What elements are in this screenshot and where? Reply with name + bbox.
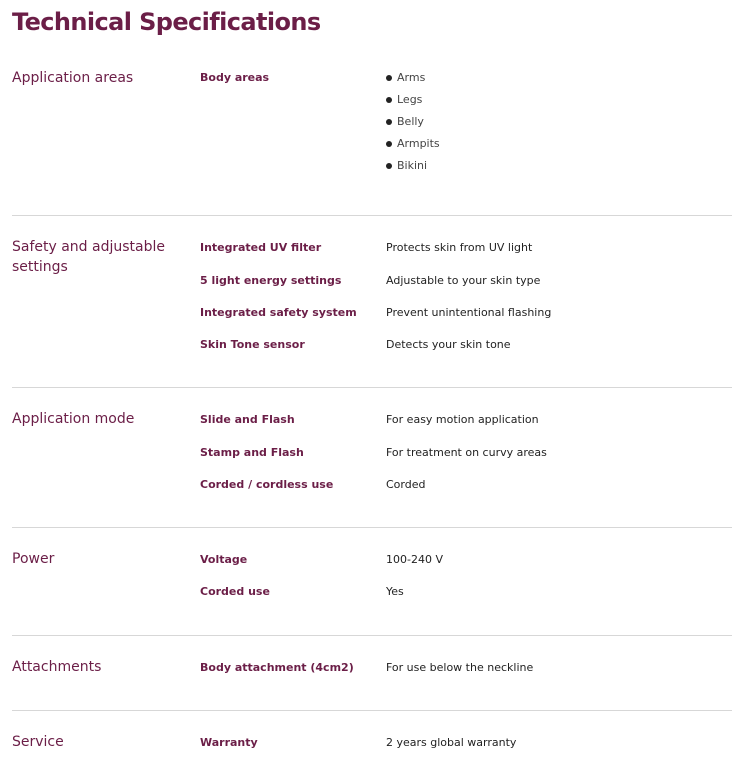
spec-value: Yes: [386, 585, 404, 598]
section-divider: [12, 635, 732, 636]
bullet-icon: [386, 75, 392, 81]
spec-value: Adjustable to your skin type: [386, 274, 541, 287]
spec-value: Prevent unintentional flashing: [386, 306, 552, 319]
spec-row-skin-tone-sensor: [200, 335, 732, 355]
spec-label: Body attachment (4cm2): [200, 661, 354, 674]
section-divider: [12, 387, 732, 388]
list-item-text: Arms: [397, 71, 426, 84]
list-item: [386, 90, 440, 112]
section-title: Attachments: [12, 659, 102, 675]
spec-label: Skin Tone sensor: [200, 338, 305, 351]
spec-row-voltage: [200, 550, 732, 570]
spec-row-warranty: [200, 733, 732, 753]
spec-row-body-attachment: [200, 658, 732, 678]
spec-row-stamp-and-flash: [200, 443, 732, 463]
list-item-text: Bikini: [397, 159, 428, 172]
spec-label: Body areas: [200, 71, 270, 84]
spec-label: 5 light energy settings: [200, 274, 342, 287]
section-title: Application areas: [12, 70, 134, 86]
bullet-icon: [386, 119, 392, 125]
bullet-icon: [386, 163, 392, 169]
list-item: [386, 134, 440, 156]
bullet-icon: [386, 97, 392, 103]
spec-row-body-areas: [200, 68, 732, 178]
list-item: [386, 112, 440, 134]
spec-section-application-mode: [12, 409, 732, 509]
section-divider: [12, 527, 732, 528]
spec-row-safety-system: [200, 303, 732, 323]
list-item-text: Armpits: [397, 137, 440, 150]
spec-label: Integrated safety system: [200, 306, 357, 319]
spec-value: Protects skin from UV light: [386, 241, 533, 254]
section-title: Application mode: [12, 411, 135, 427]
spec-label: Corded use: [200, 585, 270, 598]
spec-label: Stamp and Flash: [200, 446, 304, 459]
spec-value: 2 years global warranty: [386, 736, 517, 749]
section-divider: [12, 215, 732, 216]
section-divider: [12, 710, 732, 711]
body-areas-list: [386, 68, 440, 178]
spec-row-corded-cordless: [200, 475, 732, 495]
spec-row-corded-use: [200, 582, 732, 602]
spec-label: Integrated UV filter: [200, 241, 322, 254]
spec-label: Slide and Flash: [200, 413, 295, 426]
page-title: Technical Specifications: [12, 8, 321, 36]
spec-value: Corded: [386, 478, 426, 491]
spec-label: Voltage: [200, 553, 248, 566]
spec-section-power: [12, 549, 732, 619]
spec-row-uv-filter: [200, 238, 732, 258]
spec-section-attachments: [12, 657, 732, 697]
spec-row-slide-and-flash: [200, 410, 732, 430]
list-item: [386, 68, 440, 90]
section-title: Power: [12, 551, 55, 567]
spec-section-application-areas: [12, 68, 732, 188]
spec-value: For use below the neckline: [386, 661, 534, 674]
spec-value: For easy motion application: [386, 413, 539, 426]
spec-section-safety-settings: [12, 237, 732, 367]
spec-value: For treatment on curvy areas: [386, 446, 547, 459]
spec-label: Warranty: [200, 736, 258, 749]
list-item: [386, 156, 440, 178]
spec-value: Detects your skin tone: [386, 338, 511, 351]
spec-row-light-energy: [200, 271, 732, 291]
bullet-icon: [386, 141, 392, 147]
section-title: Service: [12, 734, 64, 750]
spec-value: 100-240 V: [386, 553, 443, 566]
section-title: Safety and adjustable settings: [12, 239, 166, 275]
list-item-text: Belly: [397, 115, 424, 128]
list-item-text: Legs: [397, 93, 423, 106]
spec-section-service: [12, 732, 732, 768]
spec-label: Corded / cordless use: [200, 478, 334, 491]
